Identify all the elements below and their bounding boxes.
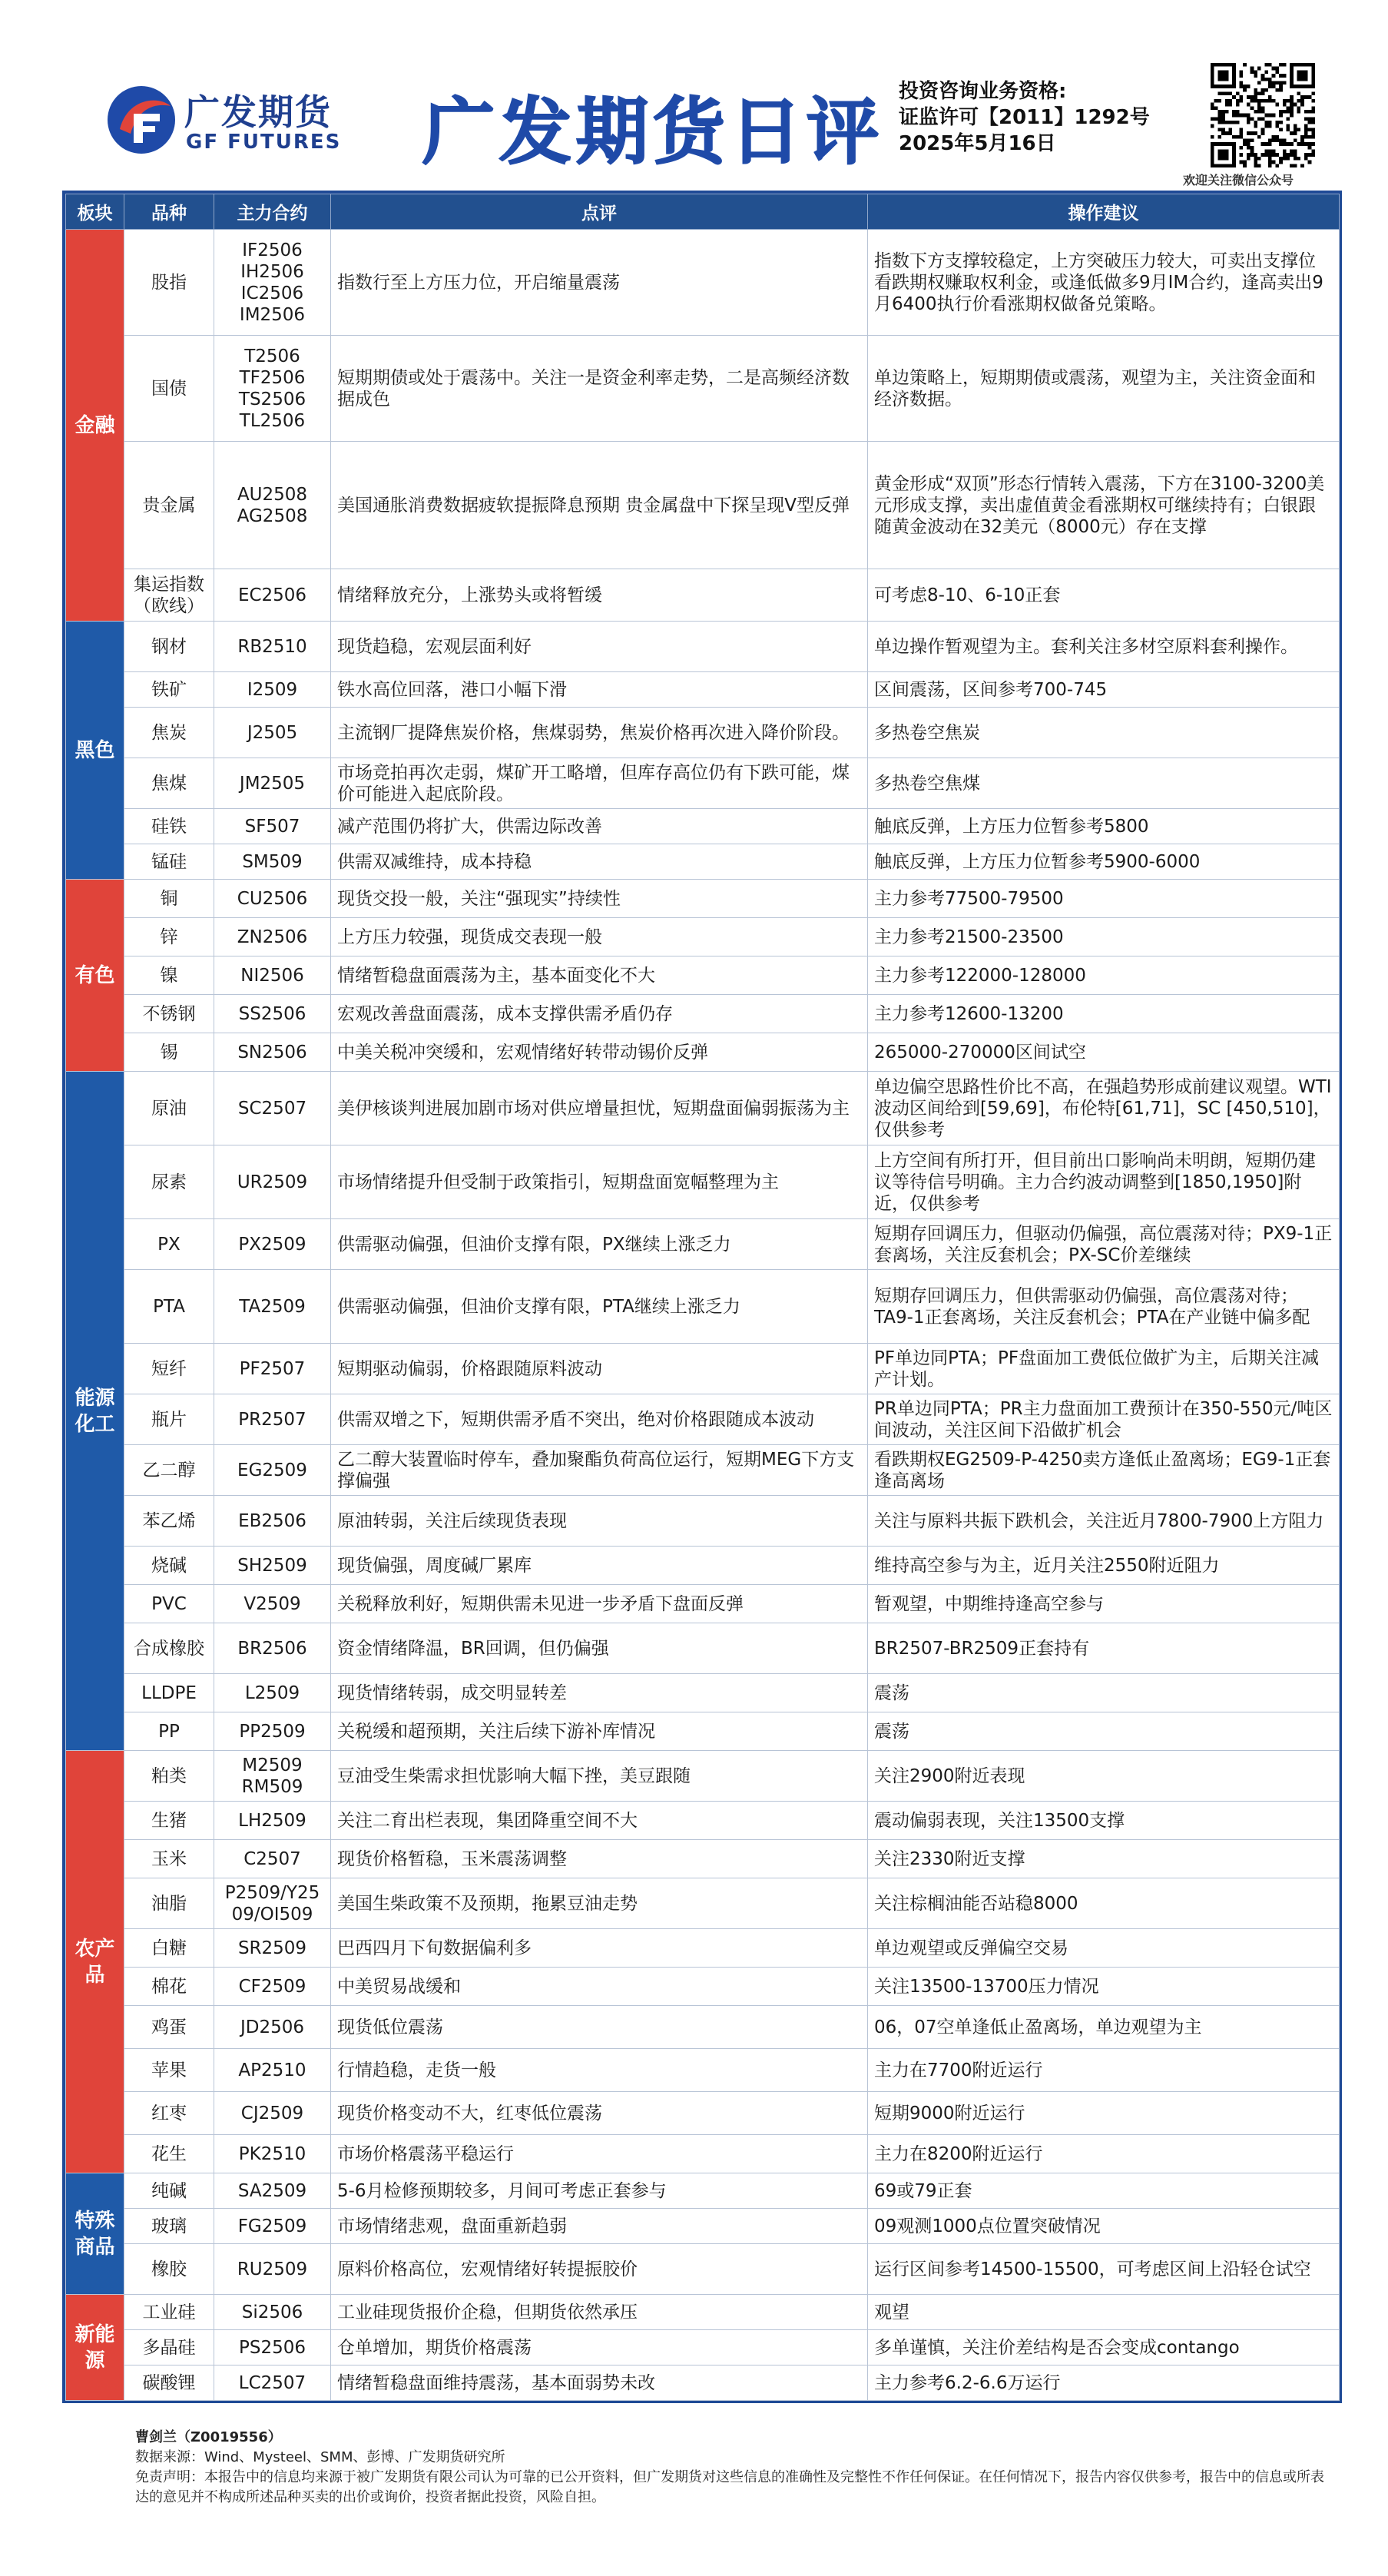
advice-cell: 关注2900附近表现 [868, 1751, 1340, 1802]
comment-cell: 美国通胀消费数据疲软提振降息预期 贵金属盘中下探呈现V型反弹 [331, 442, 868, 569]
contract-cell: PX2509 [214, 1219, 331, 1270]
page-title: 广发期货日评 [422, 91, 884, 174]
advice-cell: 短期存回调压力，但驱动仍偏强，高位震荡对待；PX9-1正套离场，关注反套机会；PX-SC价差继续 [868, 1219, 1340, 1270]
advice-cell: 单边偏空思路性价比不高，在强趋势形成前建议观望。WTI波动区间给到[59,69]，布伦特[61,71]，SC [450,510]，仅供参考 [868, 1072, 1340, 1145]
contract-cell: AP2510 [214, 2049, 331, 2092]
product-cell: 苯乙烯 [124, 1496, 214, 1547]
product-cell: 碳酸锂 [124, 2365, 214, 2401]
contract-cell: RU2509 [214, 2244, 331, 2295]
advice-cell: 主力参考6.2-6.6万运行 [868, 2365, 1340, 2401]
contract-cell: ZN2506 [214, 918, 331, 956]
daily-review-table [62, 191, 1342, 2403]
contract-cell: SN2506 [214, 1033, 331, 1072]
comment-cell: 关税释放利好，短期供需未见进一步矛盾下盘面反弹 [331, 1585, 868, 1623]
product-cell: 原油 [124, 1072, 214, 1145]
comment-cell: 供需双增之下，短期供需矛盾不突出，绝对价格跟随成本波动 [331, 1394, 868, 1445]
product-cell: 国债 [124, 336, 214, 442]
product-cell: 玻璃 [124, 2209, 214, 2244]
product-cell: 钢材 [124, 622, 214, 672]
product-cell: 油脂 [124, 1878, 214, 1929]
product-cell: 粕类 [124, 1751, 214, 1802]
table-row [66, 1968, 1340, 2006]
table-row [66, 758, 1340, 809]
sector-cell: 新能源 [66, 2295, 124, 2401]
advice-cell: 上方空间有所打开，但目前出口影响尚未明朗，短期仍建议等待信号明确。主力合约波动调整到[1850,1950]附近，仅供参考 [868, 1145, 1340, 1219]
contract-cell: JM2505 [214, 758, 331, 809]
contract-cell: SM509 [214, 844, 331, 880]
contract-cell: SA2509 [214, 2173, 331, 2209]
gf-logo-icon [104, 83, 178, 157]
advice-cell: 多热卷空焦炭 [868, 708, 1340, 758]
analyst-name: 曹剑兰（Z0019556） [135, 2429, 282, 2445]
advice-cell: 关注与原料共振下跌机会，关注近月7800-7900上方阻力 [868, 1496, 1340, 1547]
contract-cell: V2509 [214, 1585, 331, 1623]
product-cell: 铁矿 [124, 672, 214, 708]
comment-cell: 现货偏强，周度碱厂累库 [331, 1547, 868, 1585]
contract-cell: SS2506 [214, 995, 331, 1033]
table-row [66, 1751, 1340, 1802]
comment-cell: 美伊核谈判进展加剧市场对供应增量担忧，短期盘面偏弱振荡为主 [331, 1072, 868, 1145]
contract-cell: SC2507 [214, 1072, 331, 1145]
table-row [66, 995, 1340, 1033]
advice-cell: 单边观望或反弹偏空交易 [868, 1929, 1340, 1968]
product-cell: 硅铁 [124, 809, 214, 844]
column-header-contract: 主力合约 [214, 194, 331, 230]
advice-cell: 可考虑8-10、6-10正套 [868, 569, 1340, 622]
comment-cell: 供需驱动偏强，但油价支撑有限，PX继续上涨乏力 [331, 1219, 868, 1270]
advice-cell: 主力在7700附近运行 [868, 2049, 1340, 2092]
comment-cell: 指数行至上方压力位，开启缩量震荡 [331, 230, 868, 336]
table-row [66, 2006, 1340, 2049]
table-row [66, 336, 1340, 442]
comment-cell: 市场情绪悲观，盘面重新趋弱 [331, 2209, 868, 2244]
advice-cell: 触底反弹，上方压力位暂参考5800 [868, 809, 1340, 844]
table-row [66, 1033, 1340, 1072]
product-cell: 镍 [124, 956, 214, 995]
advice-cell: 单边策略上，短期期债或震荡，观望为主，关注资金面和经济数据。 [868, 336, 1340, 442]
comment-cell: 供需双减维持，成本持稳 [331, 844, 868, 880]
product-cell: 玉米 [124, 1840, 214, 1878]
contract-cell: IF2506 IH2506 IC2506 IM2506 [214, 230, 331, 336]
table-row [66, 918, 1340, 956]
table-row [66, 1840, 1340, 1878]
advice-cell: 短期9000附近运行 [868, 2092, 1340, 2135]
sector-cell: 农产品 [66, 1751, 124, 2173]
table-row [66, 844, 1340, 880]
report-date: 2025年5月16日 [899, 132, 1056, 155]
comment-cell: 主流钢厂提降焦炭价格，焦煤弱势，焦炭价格再次进入降价阶段。 [331, 708, 868, 758]
table-row [66, 1394, 1340, 1445]
contract-cell: CF2509 [214, 1968, 331, 2006]
product-cell: 焦炭 [124, 708, 214, 758]
advice-cell: 区间震荡，区间参考700-745 [868, 672, 1340, 708]
table-row [66, 1585, 1340, 1623]
product-cell: 股指 [124, 230, 214, 336]
contract-cell: L2509 [214, 1674, 331, 1712]
table-row [66, 1344, 1340, 1394]
product-cell: 花生 [124, 2135, 214, 2173]
contract-cell: EB2506 [214, 1496, 331, 1547]
comment-cell: 供需驱动偏强，但油价支撑有限，PTA继续上涨乏力 [331, 1270, 868, 1344]
qualification-info [899, 78, 1150, 157]
product-cell: 不锈钢 [124, 995, 214, 1033]
comment-cell: 原料价格高位，宏观情绪好转提振胶价 [331, 2244, 868, 2295]
table-row [66, 2135, 1340, 2173]
product-cell: PP [124, 1712, 214, 1751]
contract-cell: LH2509 [214, 1802, 331, 1840]
comment-cell: 上方压力较强，现货成交表现一般 [331, 918, 868, 956]
table-row [66, 622, 1340, 672]
product-cell: LLDPE [124, 1674, 214, 1712]
contract-cell: PF2507 [214, 1344, 331, 1394]
column-header-advice: 操作建议 [868, 194, 1340, 230]
advice-cell: 震荡 [868, 1674, 1340, 1712]
comment-cell: 情绪暂稳盘面维持震荡，基本面弱势未改 [331, 2365, 868, 2401]
data-source: 数据来源：Wind、Mysteel、SMM、彭博、广发期货研究所 [135, 2449, 505, 2465]
comment-cell: 现货情绪转弱，成交明显转差 [331, 1674, 868, 1712]
advice-cell: 震荡 [868, 1712, 1340, 1751]
table-row [66, 1270, 1340, 1344]
sector-cell: 有色 [66, 880, 124, 1072]
table-row [66, 708, 1340, 758]
sector-cell: 能源 化工 [66, 1072, 124, 1751]
product-cell: 工业硅 [124, 2295, 214, 2330]
advice-cell: PF单边同PTA；PF盘面加工费低位做扩为主，后期关注减产计划。 [868, 1344, 1340, 1394]
contract-cell: BR2506 [214, 1623, 331, 1674]
table-row [66, 1496, 1340, 1547]
product-cell: 合成橡胶 [124, 1623, 214, 1674]
comment-cell: 工业硅现货报价企稳，但期货依然承压 [331, 2295, 868, 2330]
table-row [66, 1547, 1340, 1585]
sector-cell: 金融 [66, 230, 124, 622]
contract-cell: M2509 RM509 [214, 1751, 331, 1802]
contract-cell: LC2507 [214, 2365, 331, 2401]
comment-cell: 减产范围仍将扩大，供需边际改善 [331, 809, 868, 844]
table-row [66, 1623, 1340, 1674]
comment-cell: 铁水高位回落，港口小幅下滑 [331, 672, 868, 708]
comment-cell: 情绪暂稳盘面震荡为主，基本面变化不大 [331, 956, 868, 995]
comment-cell: 关注二育出栏表现，集团降重空间不大 [331, 1802, 868, 1840]
contract-cell: T2506 TF2506 TS2506 TL2506 [214, 336, 331, 442]
comment-cell: 现货交投一般，关注“强现实”持续性 [331, 880, 868, 918]
table-row [66, 442, 1340, 569]
table-row [66, 569, 1340, 622]
contract-cell: FG2509 [214, 2209, 331, 2244]
advice-cell: 主力参考12600-13200 [868, 995, 1340, 1033]
contract-cell: UR2509 [214, 1145, 331, 1219]
contract-cell: P2509/Y25 09/OI509 [214, 1878, 331, 1929]
product-cell: PTA [124, 1270, 214, 1344]
comment-cell: 巴西四月下旬数据偏利多 [331, 1929, 868, 1968]
contract-cell: CU2506 [214, 880, 331, 918]
advice-cell: 维持高空参与为主，近月关注2550附近阻力 [868, 1547, 1340, 1585]
table-row [66, 2092, 1340, 2135]
qualification-line: 投资咨询业务资格: [899, 80, 1067, 103]
table-row [66, 2049, 1340, 2092]
contract-cell: NI2506 [214, 956, 331, 995]
table-body [66, 230, 1340, 2401]
table-row [66, 1929, 1340, 1968]
product-cell: 苹果 [124, 2049, 214, 2092]
comment-cell: 行情趋稳，走货一般 [331, 2049, 868, 2092]
disclaimer: 免责声明：本报告中的信息均来源于被广发期货有限公司认为可靠的已公开资料，但广发期货对这些信息的准确性及完整性不作任何保证。在任何情况下，报告内容仅供参考，报告中的信息或所表达的意见并不构成所述品种买卖的出价或询价，投资者据此投资，风险自担。 [135, 2469, 1324, 2505]
table-row [66, 956, 1340, 995]
table-row [66, 1219, 1340, 1270]
advice-cell: 关注13500-13700压力情况 [868, 1968, 1340, 2006]
sector-cell: 黑色 [66, 622, 124, 880]
product-cell: 锡 [124, 1033, 214, 1072]
comment-cell: 市场竞拍再次走弱，煤矿开工略增，但库存高位仍有下跌可能，煤价可能进入起底阶段。 [331, 758, 868, 809]
contract-cell: RB2510 [214, 622, 331, 672]
product-cell: 橡胶 [124, 2244, 214, 2295]
contract-cell: EG2509 [214, 1445, 331, 1496]
contract-cell: J2505 [214, 708, 331, 758]
comment-cell: 情绪释放充分，上涨势头或将暂缓 [331, 569, 868, 622]
report-footer [135, 2428, 1333, 2508]
comment-cell: 原油转弱，关注后续现货表现 [331, 1496, 868, 1547]
logo-chinese-name: 广发期货 [184, 91, 332, 133]
comment-cell: 市场情绪提升但受制于政策指引，短期盘面宽幅整理为主 [331, 1145, 868, 1219]
advice-cell: 暂观望，中期维持逢高空参与 [868, 1585, 1340, 1623]
comment-cell: 豆油受生柴需求担忧影响大幅下挫，美豆跟随 [331, 1751, 868, 1802]
table-row [66, 1712, 1340, 1751]
product-cell: 锌 [124, 918, 214, 956]
product-cell: 纯碱 [124, 2173, 214, 2209]
advice-cell: 短期存回调压力，但供需驱动仍偏强，高位震荡对待；TA9-1正套离场，关注反套机会；PTA在产业链中偏多配 [868, 1270, 1340, 1344]
comment-cell: 现货价格变动不大，红枣低位震荡 [331, 2092, 868, 2135]
table-row [66, 2209, 1340, 2244]
contract-cell: Si2506 [214, 2295, 331, 2330]
table-header-row [66, 194, 1340, 230]
table-row [66, 672, 1340, 708]
contract-cell: JD2506 [214, 2006, 331, 2049]
comment-cell: 美国生柴政策不及预期，拖累豆油走势 [331, 1878, 868, 1929]
product-cell: 铜 [124, 880, 214, 918]
logo-english-name: GF FUTURES [186, 131, 342, 154]
advice-cell: 69或79正套 [868, 2173, 1340, 2209]
advice-cell: 09观测1000点位置突破情况 [868, 2209, 1340, 2244]
product-cell: 瓶片 [124, 1394, 214, 1445]
product-cell: 焦煤 [124, 758, 214, 809]
table-row [66, 1145, 1340, 1219]
advice-cell: 关注2330附近支撑 [868, 1840, 1340, 1878]
contract-cell: PR2507 [214, 1394, 331, 1445]
product-cell: 多晶硅 [124, 2330, 214, 2365]
table-row [66, 2330, 1340, 2365]
product-cell: 棉花 [124, 1968, 214, 2006]
product-cell: PX [124, 1219, 214, 1270]
advice-cell: 主力在8200附近运行 [868, 2135, 1340, 2173]
advice-cell: 单边操作暂观望为主。套利关注多材空原料套利操作。 [868, 622, 1340, 672]
contract-cell: C2507 [214, 1840, 331, 1878]
product-cell: 红枣 [124, 2092, 214, 2135]
table-row [66, 1445, 1340, 1496]
table-row [66, 2244, 1340, 2295]
comment-cell: 中美关税冲突缓和，宏观情绪好转带动锡价反弹 [331, 1033, 868, 1072]
product-cell: 集运指数 （欧线） [124, 569, 214, 622]
contract-cell: I2509 [214, 672, 331, 708]
comment-cell: 市场价格震荡平稳运行 [331, 2135, 868, 2173]
table-row [66, 880, 1340, 918]
advice-cell: 主力参考21500-23500 [868, 918, 1340, 956]
contract-cell: SR2509 [214, 1929, 331, 1968]
comment-cell: 仓单增加，期货价格震荡 [331, 2330, 868, 2365]
product-cell: PVC [124, 1585, 214, 1623]
contract-cell: CJ2509 [214, 2092, 331, 2135]
advice-cell: 震动偏弱表现，关注13500支撑 [868, 1802, 1340, 1840]
comment-cell: 宏观改善盘面震荡，成本支撑供需矛盾仍存 [331, 995, 868, 1033]
report-header [0, 0, 1388, 188]
product-cell: 锰硅 [124, 844, 214, 880]
comment-cell: 现货趋稳，宏观层面利好 [331, 622, 868, 672]
advice-cell: PR单边同PTA；PR主力盘面加工费预计在350-550元/吨区间波动，关注区间下沿做扩机会 [868, 1394, 1340, 1445]
advice-cell: 观望 [868, 2295, 1340, 2330]
advice-cell: 06，07空单逢低止盈离场，单边观望为主 [868, 2006, 1340, 2049]
product-cell: 鸡蛋 [124, 2006, 214, 2049]
comment-cell: 5-6月检修预期较多，月间可考虑正套参与 [331, 2173, 868, 2209]
product-cell: 贵金属 [124, 442, 214, 569]
comment-cell: 资金情绪降温，BR回调，但仍偏强 [331, 1623, 868, 1674]
wechat-qr-code-icon [1211, 63, 1315, 167]
contract-cell: TA2509 [214, 1270, 331, 1344]
table-row [66, 1674, 1340, 1712]
table-row [66, 2295, 1340, 2330]
table-row [66, 2365, 1340, 2401]
advice-cell: 看跌期权EG2509-P-4250卖方逢低止盈离场；EG9-1正套逢高离场 [868, 1445, 1340, 1496]
table-row [66, 230, 1340, 336]
product-cell: 尿素 [124, 1145, 214, 1219]
table-row [66, 2173, 1340, 2209]
contract-cell: AU2508 AG2508 [214, 442, 331, 569]
column-header-sector: 板块 [66, 194, 124, 230]
contract-cell: EC2506 [214, 569, 331, 622]
advice-cell: 触底反弹，上方压力位暂参考5900-6000 [868, 844, 1340, 880]
license-number: 证监许可【2011】1292号 [899, 106, 1150, 129]
contract-cell: SH2509 [214, 1547, 331, 1585]
advice-cell: 多热卷空焦煤 [868, 758, 1340, 809]
advice-cell: 265000-270000区间试空 [868, 1033, 1340, 1072]
advice-cell: 主力参考122000-128000 [868, 956, 1340, 995]
comment-cell: 中美贸易战缓和 [331, 1968, 868, 2006]
product-cell: 乙二醇 [124, 1445, 214, 1496]
table-row [66, 1878, 1340, 1929]
column-header-product: 品种 [124, 194, 214, 230]
sector-cell: 特殊 商品 [66, 2173, 124, 2295]
table-row [66, 1072, 1340, 1145]
comment-cell: 现货价格暂稳，玉米震荡调整 [331, 1840, 868, 1878]
advice-cell: 运行区间参考14500-15500，可考虑区间上沿轻仓试空 [868, 2244, 1340, 2295]
advice-cell: 关注棕榈油能否站稳8000 [868, 1878, 1340, 1929]
comment-cell: 短期驱动偏弱，价格跟随原料波动 [331, 1344, 868, 1394]
table-row [66, 809, 1340, 844]
product-cell: 白糖 [124, 1929, 214, 1968]
advice-cell: 指数下方支撑较稳定，上方突破压力较大，可卖出支撑位看跌期权赚取权利金，或逢低做多9月IM合约，逢高卖出9月6400执行价看涨期权做备兑策略。 [868, 230, 1340, 336]
advice-cell: 黄金形成“双顶”形态行情转入震荡，下方在3100-3200美元形成支撑，卖出虚值黄金看涨期权可继续持有；白银跟随黄金波动在32美元（8000元）存在支撑 [868, 442, 1340, 569]
comment-cell: 乙二醇大装置临时停车，叠加聚酯负荷高位运行，短期MEG下方支撑偏强 [331, 1445, 868, 1496]
contract-cell: PK2510 [214, 2135, 331, 2173]
qr-caption: 欢迎关注微信公众号 [1183, 173, 1294, 187]
column-header-comment: 点评 [331, 194, 868, 230]
advice-cell: 多单谨慎，关注价差结构是否会变成contango [868, 2330, 1340, 2365]
comment-cell: 关税缓和超预期，关注后续下游补库情况 [331, 1712, 868, 1751]
contract-cell: PP2509 [214, 1712, 331, 1751]
comment-cell: 短期期债或处于震荡中。关注一是资金利率走势，二是高频经济数据成色 [331, 336, 868, 442]
product-cell: 短纤 [124, 1344, 214, 1394]
contract-cell: SF507 [214, 809, 331, 844]
advice-cell: 主力参考77500-79500 [868, 880, 1340, 918]
table-row [66, 1802, 1340, 1840]
comment-cell: 现货低位震荡 [331, 2006, 868, 2049]
advice-cell: BR2507-BR2509正套持有 [868, 1623, 1340, 1674]
product-cell: 烧碱 [124, 1547, 214, 1585]
contract-cell: PS2506 [214, 2330, 331, 2365]
product-cell: 生猪 [124, 1802, 214, 1840]
gf-futures-logo [104, 80, 343, 163]
